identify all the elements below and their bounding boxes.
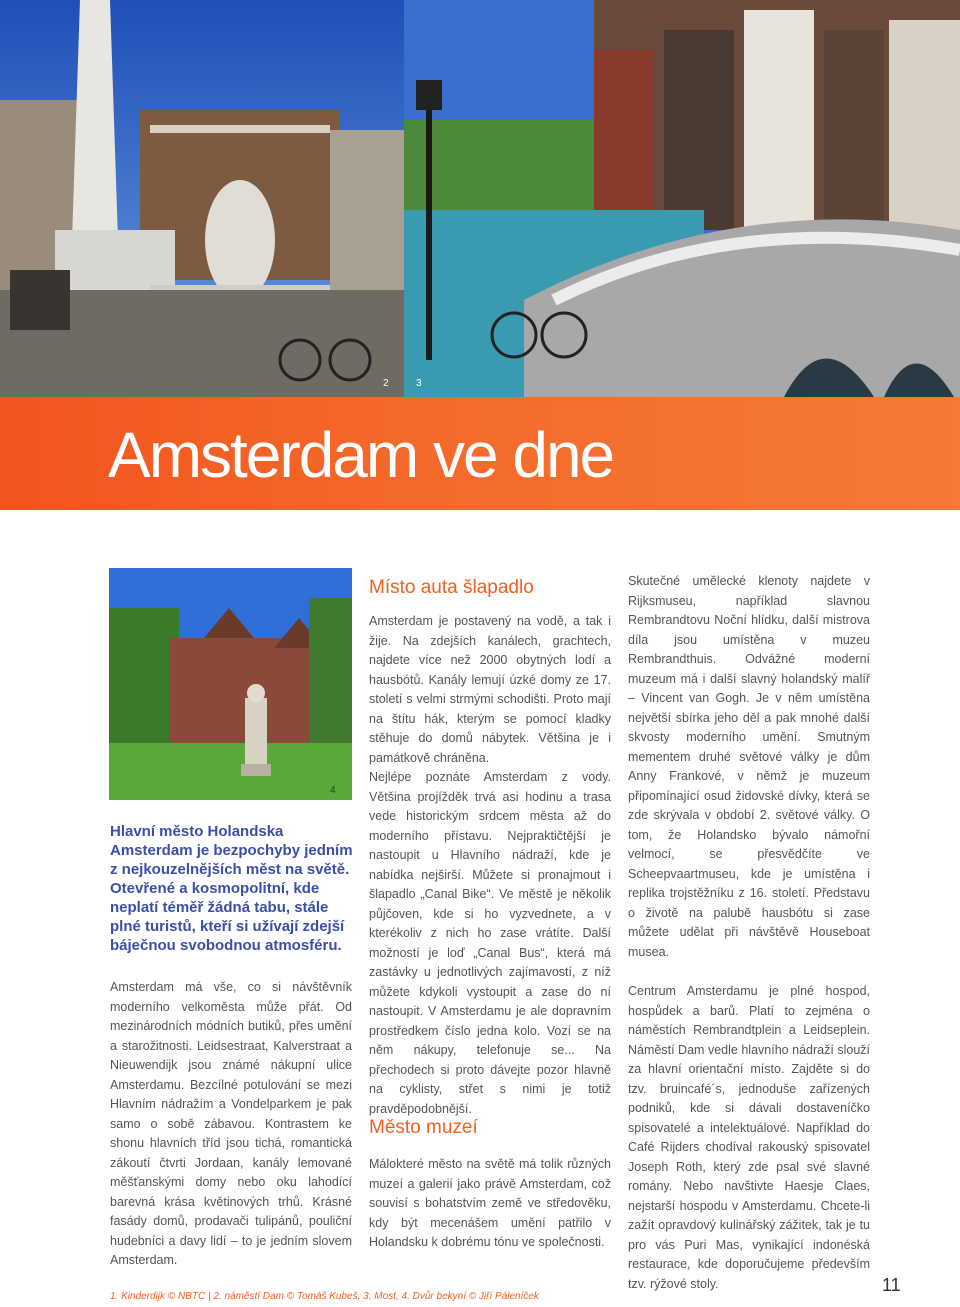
page-number: 11	[882, 1275, 901, 1295]
column-3-text	[628, 572, 870, 1294]
heading-mesto-muzei: Město muzeí	[369, 1117, 478, 1138]
photo-credits-caption: 1. Kinderdijk © NBTC | 2. náměstí Dam © Tomáš Kubeš, 3. Most, 4. Dvůr bekyní © Jiří Páleníček	[110, 1291, 539, 1302]
image-number-4: 4	[330, 785, 336, 796]
page-title: Amsterdam ve dne	[108, 419, 614, 491]
lead-paragraph: Hlavní město Holandska Amsterdam je bezpochyby jedním z nejkouzelnějších měst na světě. Otevřené a kosmopolitní, kde neplatí téměř žádná tabu, stále plné turistů, kteří si užívají zdejší báječnou svobodnou atmosféru.	[110, 823, 353, 954]
image-number-3: 3	[416, 378, 422, 389]
image-number-2: 2	[383, 378, 389, 389]
column-3-paragraph-1: Skutečné umělecké klenoty najdete v Rijksmuseu, například slavnou Rembrandtovu Noční hlídku, další mistrova díla jsou umístěna v muzeu Rembrandthuis. Odvážné moderní muzeum má i další slavný holandský malíř – Vincent van Gogh. Je v něm umístěna největší sbírka jeho děl a pak mnohé další skvosty moderního umění. Smutným mementem druhé světové války je dům Anny Frankové, v němž je muzeum připomínající osud židovské dívky, která se zde skrývala v období 2. světové války. O tom, že Holandsko bývalo námořní velmocí, se přesvědčíte ve Scheepvaartmuseu, kde je umístěna i replika trojstěžníku z 16. století. Představu o životě na palubě hausbótu si zase můžete udělat při návštěvě Houseboat musea.	[628, 574, 870, 959]
heading-misto-auta-slapadlo: Místo auta šlapadlo	[369, 577, 534, 598]
section1-paragraph-2: Nejlépe poznáte Amsterdam z vody. Většina projížděk trvá asi hodinu a trasa vede historickým srdcem města až do moderního přístavu. Nejpraktičtější je nastoupit u Hlavního nádraží, kde je nabídka nejširší. Můžete si pronajmout i šlapadlo „Canal Bike“. Ve městě je několik půjčoven, kde si ho vyzvednete, a v kterékoliv z nich ho zase vrátíte. Další možností je loď „Canal Bus“, která má zastávky u jednotlivých zajímavostí, z níž můžete kdykoli vystoupit a zase do ní nastoupit. V Amsterdamu je ale dopravním prostředkem číslo jedna kolo. Vozí se na něm nákupy, telefonuje se... Na přechodech si proto dávejte pozor hlavně na cyklisty, střet s nimi je totiž pravděpodobnější.	[369, 770, 611, 1116]
section1-paragraph-1: Amsterdam je postavený na vodě, a tak i žije. Na zdejších kanálech, grachtech, najdete více než 2000 obytných lodí a hausbótů. Kanály lemují úzké domy ze 17. století s velmi strmými schodišti. Proto mají na štítu hák, kterým se pomocí kladky stěhuje do domů nábytek. Většina je i památkově chráněna.	[369, 614, 611, 765]
section2-paragraph-1: Málokteré město na světě má tolik různých muzeí a galerií jako právě Amsterdam, což souvisí s bohatstvím země ve středověku, kdy být mecenášem umění patřilo v Holandsku k dobrému tónu ve společnosti.	[369, 1157, 611, 1249]
photo-canal-bridge	[404, 0, 960, 397]
photo-begijnhof	[109, 568, 352, 800]
column-3-paragraph-2: Centrum Amsterdamu je plné hospod, hospůdek a barů. Platí to zejména o náměstích Rembrandtplein a Leidseplein. Náměstí Dam vedle hlavního nádraží slouží za hlavní orientační místo. Zajděte si do tzv. bruincafé´s, jednoduše zařízených podniků, kde si dávali dostaveníčko spisovatelé a intelektuálové. Například do Café Rijders chodíval rakouský spisovatel Joseph Roth, který zde psal své slavné romány. Nebo navštivte Haesje Claes, nejstarší hospodu v Amsterdamu. Chcete-li zažít opravdový kulinářský zážitek, tak je tu pro vás Puri Mas, vynikající indonéská restaurace, kde doporučujeme především tzv. rýžové stoly.	[628, 984, 870, 1291]
title-banner	[0, 397, 960, 510]
photo-dam-square	[0, 0, 404, 397]
column-1-text: Amsterdam má vše, co si návštěvník moderního velkoměsta může přát. Od mezinárodních módních butiků, přes umění a starožitnosti. Leidsestraat, Kalverstraat a Nieuwendijk jsou známé nákupní ulice Amsterdamu. Bezcílné potulování se mezi Hlavním nádražím a Vondelparkem je pak samo o sobě zábavou. Kontrastem ke shonu hlavních tříd jsou tichá, romantická zákoutí čtvrti Jordaan, kanály lemované měšťanskými domy nebo oku lahodící barevná krása květinových trhů. Krásné fasády domů, prodavači tulipánů, pouliční hudebníci a davy lidí – to je jedním slovem Amsterdam.	[110, 980, 352, 1267]
